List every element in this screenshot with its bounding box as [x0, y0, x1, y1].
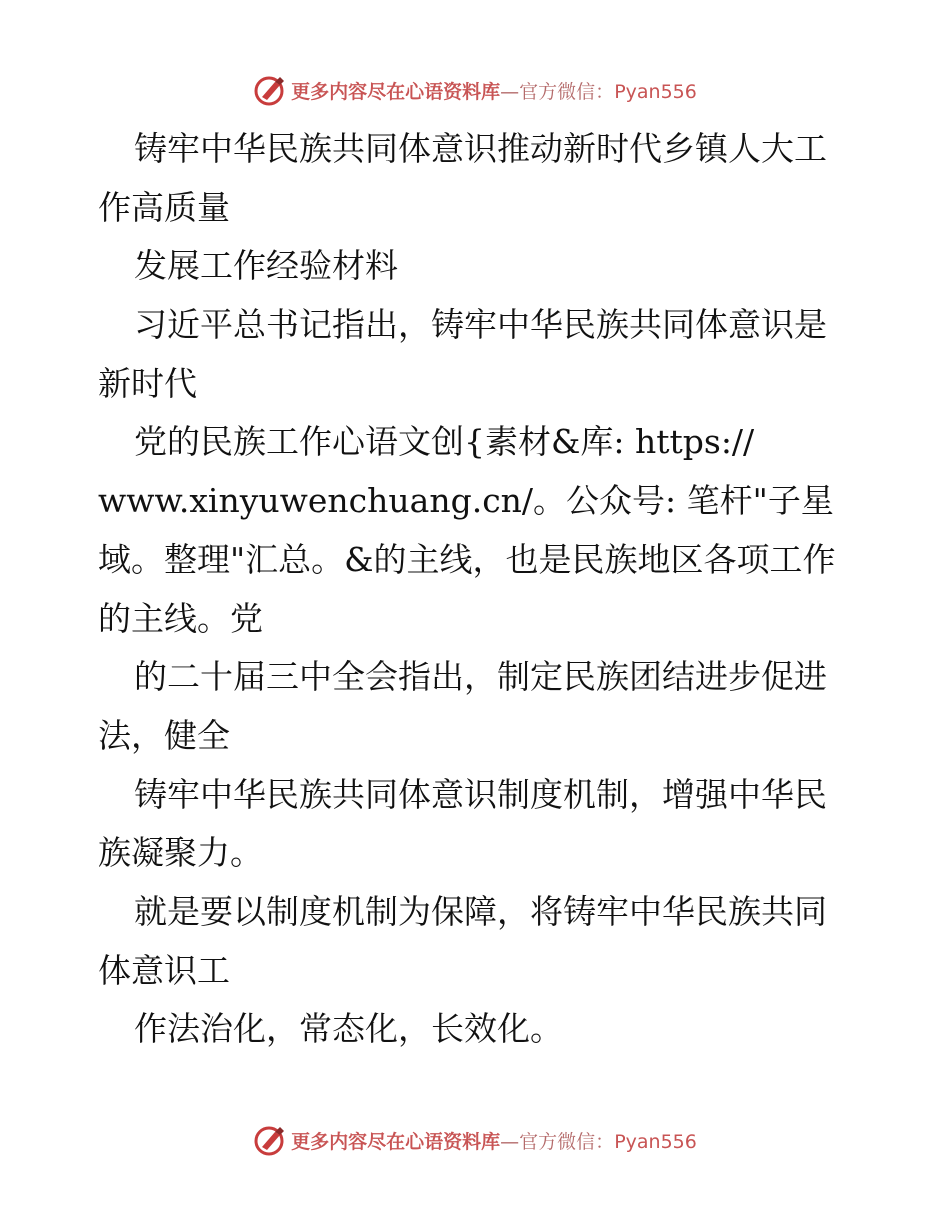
text-line: 发展工作经验材料 [134, 246, 398, 286]
pen-logo-icon [253, 73, 287, 107]
document-body [98, 120, 858, 1059]
text-line: 作法治化，常态化，长效化。 [134, 1009, 563, 1049]
text-line: 的二十届三中全会指出，制定民族团结进步促进 [134, 657, 827, 697]
banner-title: 更多内容尽在心语资料库 [291, 80, 501, 103]
text-line: 就是要以制度机制为保障，将铸牢中华民族共同 [134, 891, 827, 931]
text-line: 党的民族工作心语文创{素材&库: https:// [134, 422, 755, 462]
banner-title: 更多内容尽在心语资料库 [291, 1130, 501, 1153]
text-line: 新时代 [98, 363, 197, 403]
text-line: 铸牢中华民族共同体意识推动新时代乡镇人大工 [134, 129, 827, 168]
banner-subtitle: —官方微信： [500, 80, 615, 103]
header-watermark-banner [0, 70, 950, 110]
text-line: 法，健全 [98, 715, 230, 755]
text-line: 域。整理"汇总。&的主线，也是民族地区各项工作 [98, 539, 836, 579]
banner-wechat-id: Pyan556 [614, 80, 697, 103]
pen-logo-icon [253, 1123, 287, 1157]
text-line: 族凝聚力。 [98, 833, 263, 873]
text-line: 铸牢中华民族共同体意识制度机制，增强中华民 [134, 774, 827, 814]
text-line: 作高质量 [98, 187, 230, 227]
text-line: 习近平总书记指出，铸牢中华民族共同体意识是 [134, 305, 827, 345]
footer-watermark-banner [0, 1120, 950, 1160]
banner-subtitle: —官方微信： [500, 1130, 615, 1153]
text-line: 体意识工 [98, 950, 230, 990]
text-line: 的主线。党 [98, 598, 263, 638]
banner-wechat-id: Pyan556 [614, 1130, 697, 1153]
text-line: www.xinyuwenchuang.cn/。公众号: 笔杆"子星 [98, 481, 834, 521]
